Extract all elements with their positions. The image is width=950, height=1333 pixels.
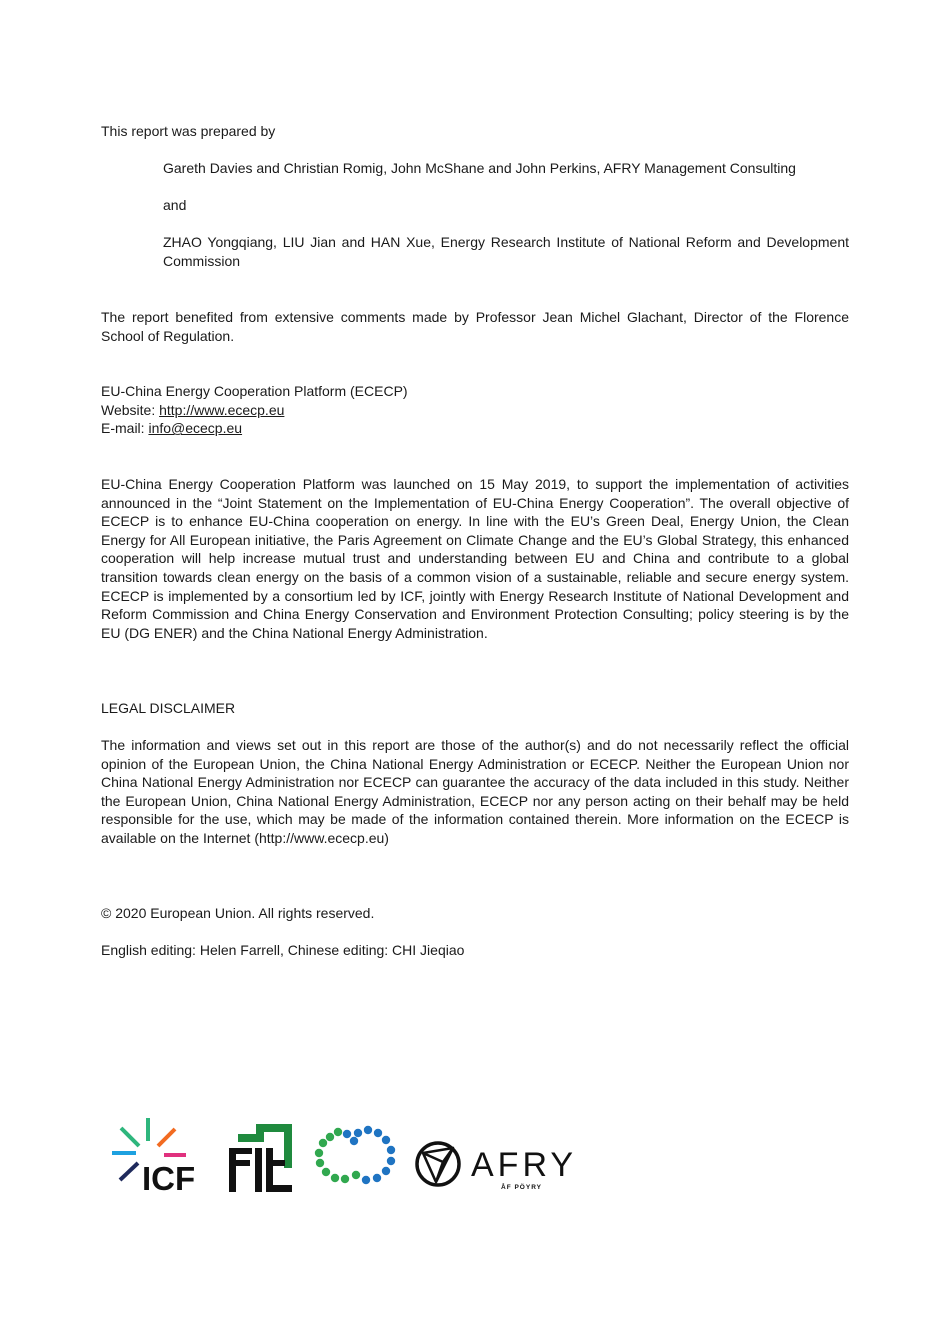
disclaimer-heading: LEGAL DISCLAIMER [101, 700, 236, 716]
disclaimer-body: The information and views set out in this report are those of the author(s) and do not necessarily reflect the official opinion of the European Union, the China National Energy Administration or ECECP. Neither the European Union nor China National Energy Administration nor ECECP can guarantee the accuracy of the data included in this study. Neither the European Union, China National Energy Administration, ECECP nor any person acting on their behalf may be held responsible for the use, which may be made of the information contained therein. More information on the ECECP is available on the Internet (http://www.ececp.eu) [101, 737, 849, 846]
website-link[interactable]: http://www.ececp.eu [159, 401, 285, 418]
website-line [101, 401, 849, 420]
eri-crossbar [273, 1160, 285, 1166]
icf-logo [108, 1112, 208, 1196]
contact-block [101, 382, 849, 438]
eri-logo [226, 1112, 296, 1196]
comments-paragraph: The report benefited from extensive comments made by Professor Jean Michel Glachant, Director of the Florence School of Regulation. [101, 309, 849, 344]
copyright-notice: © 2020 European Union. All rights reserved. [101, 905, 375, 921]
eri-base [266, 1185, 292, 1192]
ring-dots [315, 1126, 395, 1184]
email-line [101, 419, 849, 438]
and-text: and [163, 197, 187, 213]
editing-credits: English editing: Helen Farrell, Chinese editing: CHI Jieqiao [101, 942, 465, 958]
afry-logo [413, 1112, 578, 1196]
icf-ray-navy [120, 1163, 138, 1180]
afry-subtitle: ÅF PÖYRY [501, 1184, 542, 1191]
about-paragraph: EU-China Energy Cooperation Platform was launched on 15 May 2019, to support the implementation of activities announced in the “Joint Statement on the Implementation of EU-China Energy Cooperation”. The overall objective of ECECP is to enhance EU-China cooperation on energy. In line with the EU’s Green Deal, Energy Union, the Clean Energy for All European initiative, the Paris Agreement on Climate Change and the EU’s Global Strategy, this enhanced cooperation will help increase mutual trust and understanding between EU and China and contribute to a global transition towards clean energy on the basis of a common vision of a sustainable, reliable and secure energy system. ECECP is implemented by a consortium led by ICF, jointly with Energy Research Institute of National Development and Reform Commission and China Energy Conservation and Environment Protection Consulting; policy steering is by the EU (DG ENER) and the China National Energy Administration. [101, 476, 849, 641]
email-link[interactable]: info@ececp.eu [148, 420, 243, 437]
icf-wordmark: ICF [142, 1160, 196, 1196]
eri-bar-one [255, 1148, 262, 1192]
website-label: Website: [101, 401, 160, 418]
afry-wordmark: AFRY [471, 1146, 578, 1184]
authors-eri: ZHAO Yongqiang, LIU Jian and HAN Xue, Energy Research Institute of National Reform and Development Commission [163, 234, 849, 269]
email-label: E-mail: [101, 420, 149, 437]
icf-ray-orange [158, 1129, 175, 1146]
dots-ring-logo [311, 1112, 401, 1196]
authors-afry: Gareth Davies and Christian Romig, John McShane and John Perkins, AFRY Management Consulting [163, 160, 796, 176]
prepared-by-intro: This report was prepared by [101, 123, 276, 139]
platform-name: EU-China Energy Cooperation Platform (ECECP) [101, 383, 408, 399]
afry-paper-plane [423, 1148, 453, 1182]
partner-logos [108, 1112, 578, 1198]
eri-letter-f [229, 1148, 252, 1192]
icf-ray-green [121, 1128, 139, 1146]
